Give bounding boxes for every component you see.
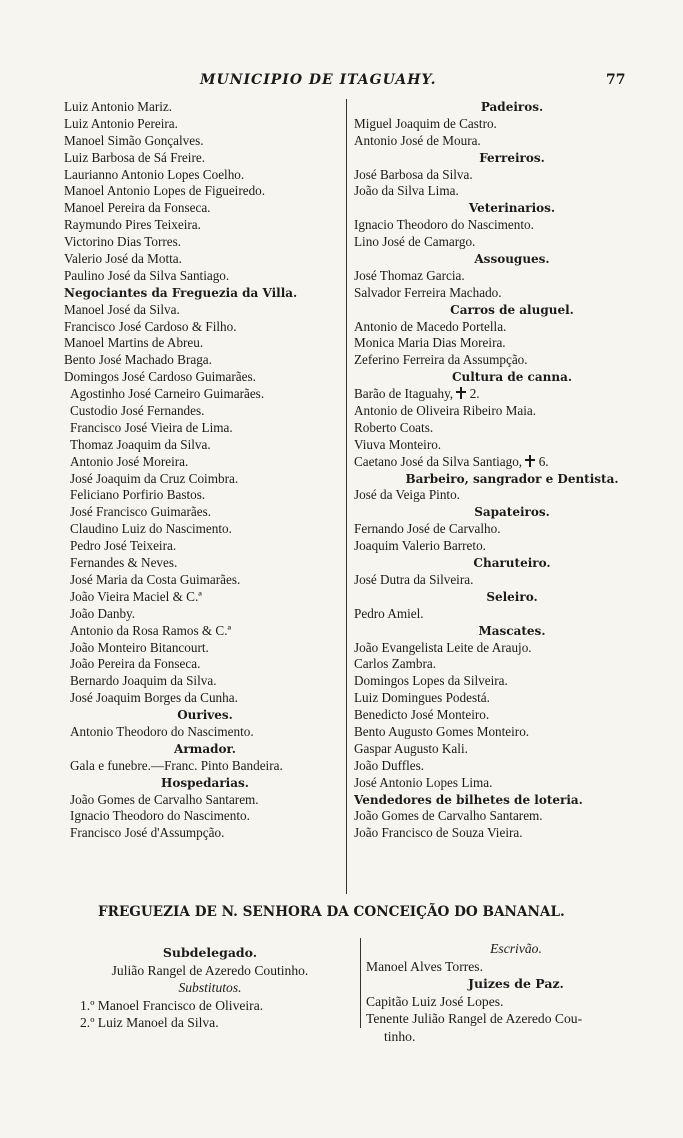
list-item (354, 386, 670, 403)
list-item: Antonio José Moreira. (70, 453, 189, 469)
list-item: Monica Maria Dias Moreira. (354, 335, 506, 351)
cultura-suffix: 6. (538, 453, 549, 469)
list-item: Manoel Simão Gonçalves. (64, 132, 204, 148)
list-item: Miguel Joaquim de Castro. (354, 115, 497, 131)
list-item: Custodio José Fernandes. (70, 403, 205, 419)
list-item: Domingos Lopes da Silveira. (354, 673, 508, 689)
list-item: Fernandes & Neves. (70, 555, 178, 571)
list-item: Feliciano Porfirio Bastos. (70, 487, 206, 503)
list-item: tinho. (384, 1028, 416, 1044)
section-heading-mascates: Mascates. (478, 623, 546, 638)
list-item: Antonio Theodoro do Nascimento. (70, 723, 254, 739)
list-item: Manoel José da Silva. (64, 301, 180, 317)
section-heading-seleiro: Seleiro. (486, 589, 538, 604)
list-item: Agostinho José Carneiro Guimarães. (70, 386, 265, 402)
list-item: Carlos Zambra. (354, 656, 437, 672)
names-list (64, 99, 346, 285)
list-item: Luiz Domingues Podestá. (354, 690, 490, 706)
column-divider (346, 99, 347, 894)
list-item: João Gomes de Carvalho Santarem. (354, 808, 543, 824)
section-heading-assougues: Assougues. (474, 252, 550, 267)
list-item: Fernando José de Carvalho. (354, 521, 501, 537)
cultura-name: Barão de Itaguahy, (354, 386, 454, 402)
list-item: Bernardo Joaquim da Silva. (70, 673, 217, 689)
list-item: Pedro José Teixeira. (70, 538, 177, 554)
section-heading-ferreiros: Ferreiros. (479, 150, 545, 165)
list-item: João Danby. (70, 605, 136, 621)
list-item: Claudino Luiz do Nascimento. (70, 521, 232, 537)
subdelegado-name: Julião Rangel de Azeredo Coutinho. (111, 962, 309, 978)
page-number: 77 (606, 72, 626, 88)
list-item: João Francisco de Souza Vieira. (354, 825, 523, 841)
list-item: João Duffles. (354, 757, 425, 773)
list-item: Manoel Martins de Abreu. (64, 335, 204, 351)
list-item: Viuva Monteiro. (354, 436, 442, 452)
list-item: João Pereira da Fonseca. (70, 656, 201, 672)
list-item: Bento Augusto Gomes Monteiro. (354, 723, 530, 739)
list-item: José Maria da Costa Guimarães. (70, 571, 241, 587)
section-heading-veterinarios: Veterinarios. (468, 201, 556, 216)
running-title: MUNICIPIO DE ITAGUAHY. (200, 72, 437, 88)
header (0, 72, 683, 92)
section-heading-barbeiro: Barbeiro, sangrador e Dentista. (405, 471, 619, 486)
list-item: José Francisco Guimarães. (70, 504, 211, 520)
list-item: 1.º Manoel Francisco de Oliveira. (80, 997, 264, 1013)
section-heading-sapateiros: Sapateiros. (474, 505, 550, 520)
list-item: 2.º Luiz Manoel da Silva. (80, 1015, 219, 1030)
list-item: Lino José de Camargo. (354, 234, 476, 250)
section-heading-negociantes: Negociantes da Freguezia da Villa. (64, 285, 298, 300)
list-item: Manoel Pereira da Fonseca. (64, 200, 211, 216)
list-item: Tenente Julião Rangel de Azeredo Cou- (366, 1011, 583, 1026)
negociantes-list (64, 302, 346, 707)
list-item: Joaquim Valerio Barreto. (354, 538, 486, 554)
cross-mark-icon (456, 387, 466, 399)
list-item: Capitão Luiz José Lopes. (366, 993, 504, 1009)
list-item: Gala e funebre.—Franc. Pinto Bandeira. (70, 757, 283, 773)
section-heading-padeiros: Padeiros. (480, 100, 544, 114)
list-item: José Dutra da Silveira. (354, 571, 474, 587)
escrivao-name: Manoel Alves Torres. (366, 958, 483, 974)
list-item: Luiz Antonio Pereira. (64, 115, 178, 131)
section-heading-carros: Carros de aluguel. (450, 302, 574, 317)
list-item: Thomaz Joaquim da Silva. (70, 436, 211, 452)
list-item: Valerio José da Motta. (64, 251, 182, 267)
list-item: Domingos José Cardoso Guimarães. (64, 369, 256, 385)
list-item: João Gomes de Carvalho Santarem. (70, 791, 259, 807)
list-item: João da Silva Lima. (354, 183, 459, 199)
list-item: Raymundo Pires Teixeira. (64, 217, 201, 233)
list-item: Laurianno Antonio Lopes Coelho. (64, 166, 245, 182)
list-item: Benedicto José Monteiro. (354, 707, 490, 723)
list-item: Manoel Antonio Lopes de Figueiredo. (64, 183, 266, 199)
list-item: João Vieira Maciel & C.ª (70, 588, 202, 604)
section-heading-hospedarias: Hospedarias. (161, 775, 249, 790)
section-heading-loteria: Vendedores de bilhetes de loteria. (354, 792, 583, 807)
right-column (354, 99, 670, 842)
cultura-suffix: 2. (469, 386, 480, 402)
list-item: Francisco José Vieira de Lima. (70, 419, 233, 435)
juizes-heading: Juizes de Paz. (468, 976, 564, 991)
list-item (354, 454, 670, 471)
bananal-right (366, 940, 666, 1045)
cross-mark-icon (525, 455, 535, 467)
list-item: Antonio de Oliveira Ribeiro Maia. (354, 403, 537, 419)
section-title-bananal: FREGUEZIA DE N. SENHORA DA CONCEIÇÃO DO BANANAL. (98, 904, 565, 920)
list-item: João Evangelista Leite de Araujo. (354, 639, 532, 655)
list-item: José Thomaz Garcia. (354, 267, 465, 283)
escrivao-heading: Escrivão. (490, 941, 542, 956)
left-column (64, 99, 346, 842)
list-item: Antonio José de Moura. (354, 132, 481, 148)
cultura-name: Caetano José da Silva Santiago, (354, 453, 523, 469)
list-item: Francisco José d'Assumpção. (70, 825, 225, 841)
list-item: José Joaquim da Cruz Coimbra. (70, 470, 239, 486)
list-item: Paulino José da Silva Santiago. (64, 267, 230, 283)
list-item: Ignacio Theodoro do Nascimento. (354, 217, 534, 233)
list-item: Ignacio Theodoro do Nascimento. (70, 808, 250, 824)
list-item: Zeferino Ferreira da Assumpção. (354, 352, 528, 368)
list-item: Salvador Ferreira Machado. (354, 284, 502, 300)
list-item: José da Veiga Pinto. (354, 487, 460, 503)
list-item: Victorino Dias Torres. (64, 234, 182, 250)
list-item: Pedro Amiel. (354, 605, 424, 621)
list-item: Bento José Machado Braga. (64, 352, 212, 368)
list-item: Roberto Coats. (354, 419, 434, 435)
list-item: José Barbosa da Silva. (354, 166, 473, 182)
list-item: João Monteiro Bitancourt. (70, 639, 209, 655)
section-heading-cultura: Cultura de canna. (451, 370, 573, 385)
section-heading-armador: Armador. (174, 741, 236, 756)
list-item: Francisco José Cardoso & Filho. (64, 318, 237, 334)
list-item: Antonio de Macedo Portella. (354, 318, 507, 334)
list-item: Antonio da Rosa Ramos & C.ª (70, 622, 232, 638)
list-item: José Joaquim Borges da Cunha. (70, 690, 238, 706)
substitutos-heading: Substitutos. (178, 980, 242, 995)
list-item: José Antonio Lopes Lima. (354, 774, 493, 790)
list-item: Gaspar Augusto Kali. (354, 740, 468, 756)
section-heading-ourives: Ourives. (177, 708, 233, 723)
column-divider (360, 938, 361, 1028)
list-item: Luiz Barbosa de Sá Freire. (64, 149, 205, 165)
subdelegado-heading: Subdelegado. (162, 945, 258, 960)
bananal-left (80, 944, 340, 1032)
list-item: Luiz Antonio Mariz. (64, 99, 173, 114)
section-heading-charuteiro: Charuteiro. (473, 556, 551, 571)
